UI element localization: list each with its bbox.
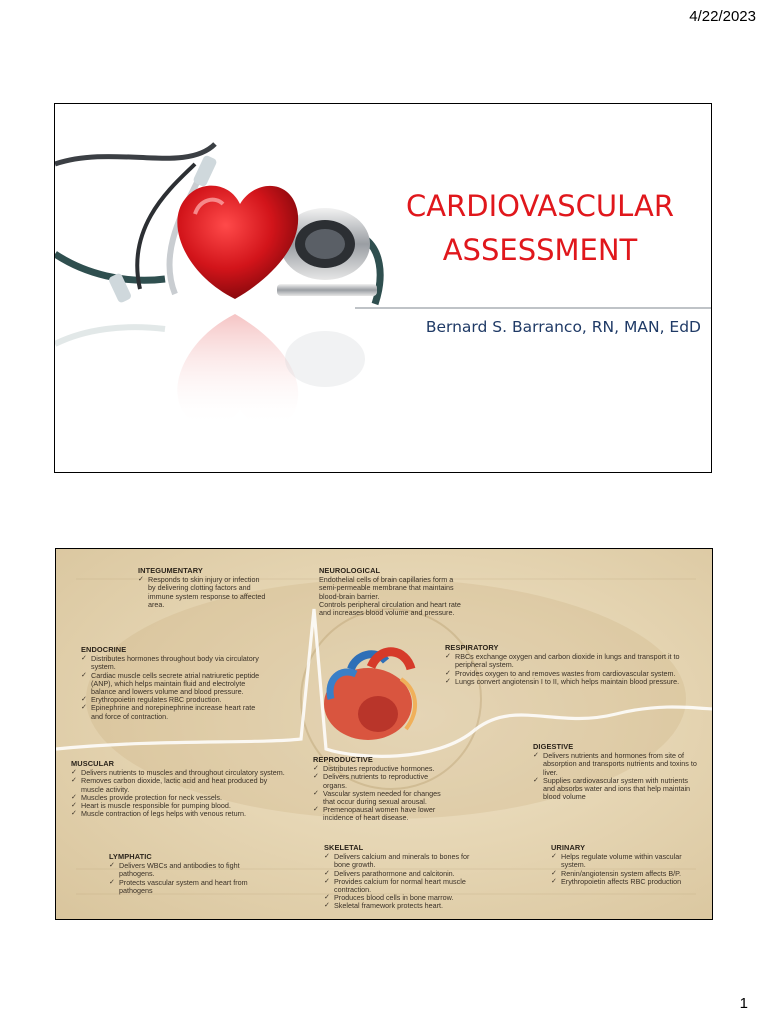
heart-stethoscope-illustration bbox=[55, 104, 415, 472]
list-item: ✓ Provides calcium for normal heart muscle contraction. bbox=[324, 878, 484, 894]
list-item: ✓ Erythropoietin affects RBC production bbox=[551, 878, 701, 886]
skeletal-title: SKELETAL bbox=[324, 843, 364, 852]
title-divider bbox=[355, 307, 711, 309]
author-line: Bernard S. Barranco, RN, MAN, EdD bbox=[425, 318, 701, 336]
list-item: ✓ Distributes reproductive hormones. bbox=[313, 765, 453, 773]
respiratory-section bbox=[445, 644, 695, 686]
list-item: ✓ Heart is muscle responsible for pumping blood. bbox=[71, 802, 286, 810]
list-item: ✓ Helps regulate volume within vascular system. bbox=[551, 853, 701, 869]
list-item: ✓ Lungs convert angiotensin I to II, which helps maintain blood pressure. bbox=[445, 678, 695, 686]
title-line-2: ASSESSMENT bbox=[442, 233, 638, 267]
endocrine-section bbox=[81, 646, 266, 721]
skeletal-section bbox=[324, 844, 484, 911]
urinary-section bbox=[551, 844, 701, 886]
lymphatic-section bbox=[109, 853, 259, 895]
digestive-section bbox=[533, 743, 701, 801]
list-item: ✓ Protects vascular system and heart from pathogens bbox=[109, 879, 259, 895]
endocrine-title: ENDOCRINE bbox=[81, 645, 127, 654]
slide-title bbox=[375, 184, 705, 272]
reproductive-title: REPRODUCTIVE bbox=[313, 755, 373, 764]
page-number: 1 bbox=[739, 995, 748, 1012]
list-item: ✓ Delivers nutrients to muscles and throughout circulatory system. bbox=[71, 769, 286, 777]
list-item: ✓ Responds to skin injury or infection by delivering clotting factors and immune system response to affected area. bbox=[138, 576, 268, 609]
list-item: ✓ Delivers parathormone and calcitonin. bbox=[324, 870, 484, 878]
list-item: ✓ RBCs exchange oxygen and carbon dioxide in lungs and transport it to peripheral system. bbox=[445, 653, 695, 669]
integumentary-title: INTEGUMENTARY bbox=[138, 566, 203, 575]
neurological-text-1: Endothelial cells of brain capillaries form a semi-permeable membrane that maintains blood-brain barrier. bbox=[319, 575, 454, 601]
list-item: ✓ Premenopausal women have lower incidence of heart disease. bbox=[313, 806, 453, 822]
muscular-section bbox=[71, 760, 286, 818]
list-item: ✓ Delivers nutrients to reproductive organs. bbox=[313, 773, 453, 789]
body-systems-slide bbox=[55, 548, 713, 920]
page-date: 4/22/2023 bbox=[689, 8, 756, 25]
list-item: ✓ Removes carbon dioxide, lactic acid and heat produced by muscle activity. bbox=[71, 777, 286, 793]
list-item: ✓ Erythropoietin regulates RBC production. bbox=[81, 696, 266, 704]
list-item: ✓ Delivers calcium and minerals to bones for bone growth. bbox=[324, 853, 484, 869]
neurological-title: NEUROLOGICAL bbox=[319, 566, 381, 575]
integumentary-section bbox=[138, 567, 268, 609]
respiratory-title: RESPIRATORY bbox=[445, 643, 499, 652]
lymphatic-title: LYMPHATIC bbox=[109, 852, 152, 861]
reproductive-section bbox=[313, 756, 453, 823]
neurological-section bbox=[319, 567, 469, 617]
urinary-title: URINARY bbox=[551, 843, 586, 852]
list-item: ✓ Muscles provide protection for neck vessels. bbox=[71, 794, 286, 802]
list-item: ✓ Distributes hormones throughout body via circulatory system. bbox=[81, 655, 266, 671]
title-slide bbox=[54, 103, 712, 473]
title-line-1: CARDIOVASCULAR bbox=[406, 189, 674, 223]
list-item: ✓ Delivers WBCs and antibodies to fight pathogens. bbox=[109, 862, 259, 878]
list-item: ✓ Skeletal framework protects heart. bbox=[324, 902, 484, 910]
list-item: ✓ Produces blood cells in bone marrow. bbox=[324, 894, 484, 902]
list-item: ✓ Supplies cardiovascular system with nutrients and absorbs water and ions that help maintain blood volume bbox=[533, 777, 701, 802]
heart-icon bbox=[177, 186, 298, 299]
list-item: ✓ Cardiac muscle cells secrete atrial natriuretic peptide (ANP), which helps maintain fluid and electrolyte balance and lowers volume and blood pressure. bbox=[81, 672, 266, 697]
list-item: ✓ Vascular system needed for changes that occur during sexual arousal. bbox=[313, 790, 453, 806]
list-item: ✓ Delivers nutrients and hormones from site of absorption and transports nutrients and toxins to liver. bbox=[533, 752, 701, 777]
list-item: ✓ Epinephrine and norepinephrine increase heart rate and force of contraction. bbox=[81, 704, 266, 720]
list-item: ✓ Renin/angiotensin system affects B/P. bbox=[551, 870, 701, 878]
muscular-title: MUSCULAR bbox=[71, 759, 115, 768]
digestive-title: DIGESTIVE bbox=[533, 742, 574, 751]
list-item: ✓ Muscle contraction of legs helps with venous return. bbox=[71, 810, 286, 818]
neurological-text-2: Controls peripheral circulation and heart rate and increases blood volume and pressure. bbox=[319, 599, 461, 618]
list-item: ✓ Provides oxygen to and removes wastes from cardiovascular system. bbox=[445, 670, 695, 678]
